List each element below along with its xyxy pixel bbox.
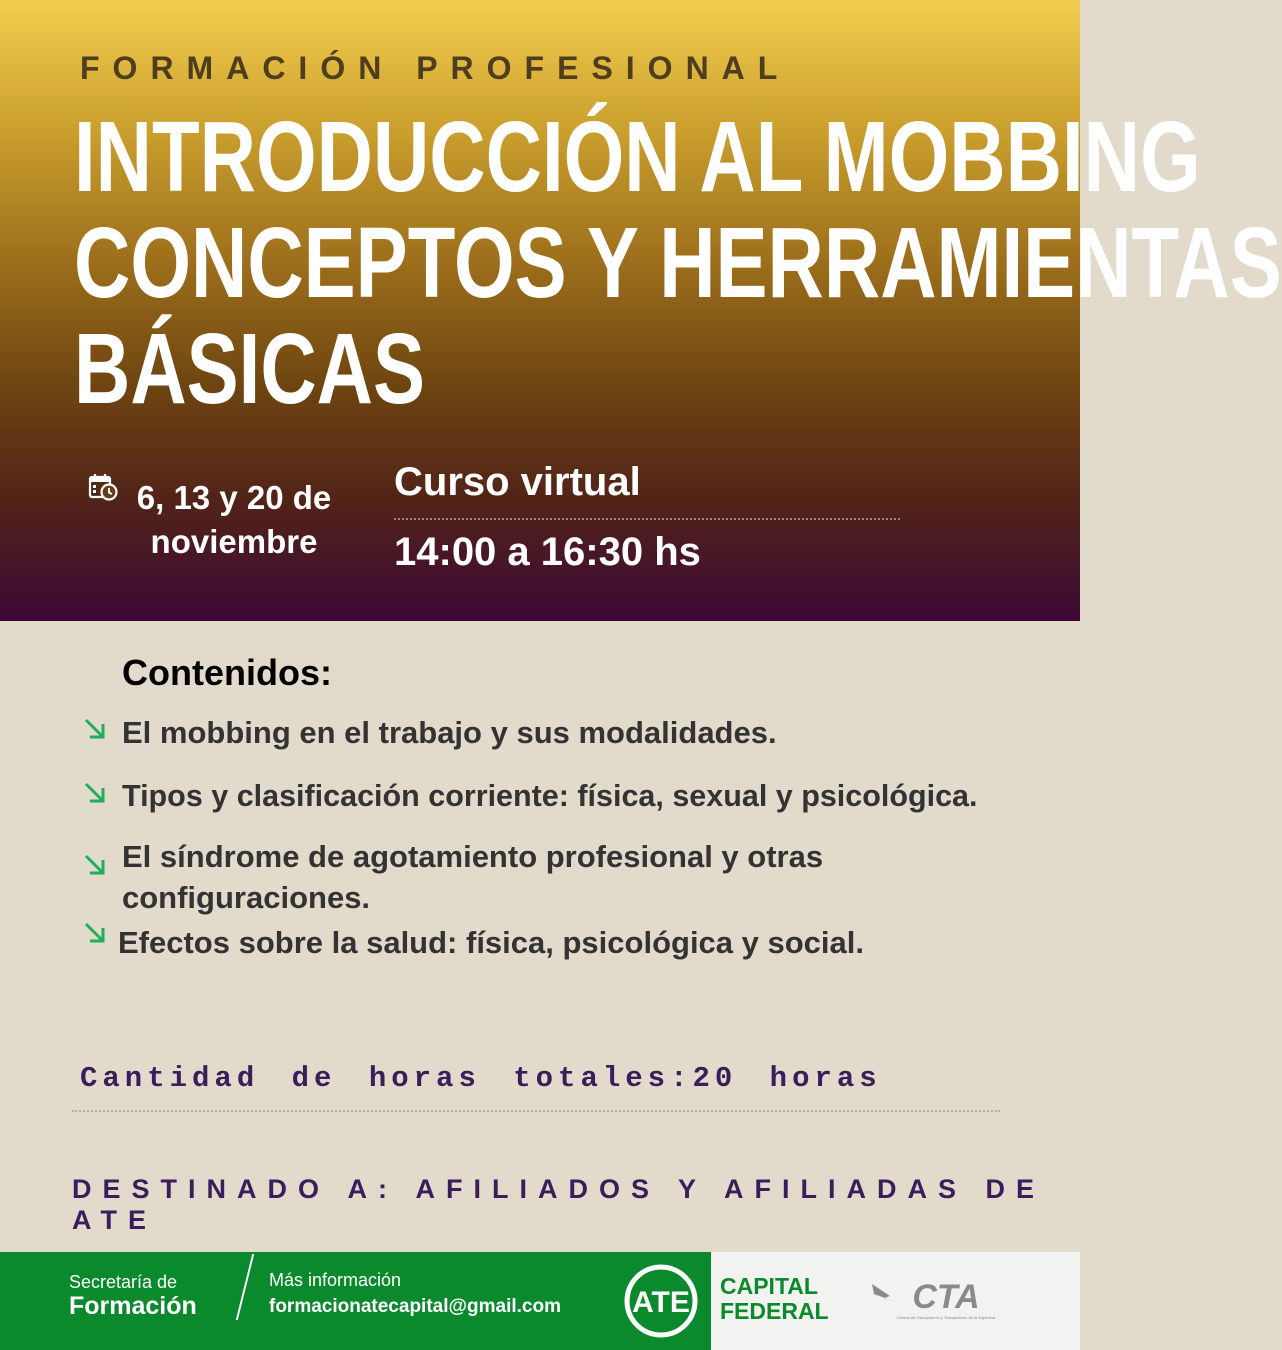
course-title [74, 101, 1282, 425]
list-item-text: Tipos y clasificación corriente: física, sexual y psicológica. [122, 779, 978, 813]
dates-line: noviembre [150, 523, 318, 560]
total-hours: Cantidad de horas totales:20 horas [80, 1062, 882, 1095]
info-label: Más información [269, 1270, 402, 1290]
secretaria-label: Secretaría de [69, 1272, 178, 1292]
course-dates [118, 476, 350, 564]
course-modality: Curso virtual [394, 460, 641, 504]
arrow-down-right-icon [80, 850, 110, 880]
secretaria-name: Formación [69, 1292, 197, 1320]
contents-heading: Contenidos: [122, 652, 332, 693]
cta-caption: Central de Trabajadores y Trabajadoras de la Argentina [896, 1315, 996, 1320]
arrow-down-right-icon [80, 778, 110, 808]
list-item-text: El síndrome de agotamiento profesional y otras configuraciones. [122, 839, 824, 915]
dates-line: 6, 13 y 20 de [136, 479, 332, 516]
ate-logo [624, 1264, 698, 1338]
ate-logo-text: ATE [632, 1286, 690, 1319]
list-item-text: El mobbing en el trabajo y sus modalidades. [122, 715, 777, 750]
header-banner [0, 0, 1282, 621]
arrow-down-right-icon [80, 714, 110, 744]
capital-line: CAPITAL [720, 1273, 818, 1299]
title-line: BÁSICAS [74, 313, 426, 425]
title-line: CONCEPTOS Y HERRAMIENTAS [74, 207, 1282, 319]
title-line: INTRODUCCIÓN AL MOBBING [74, 101, 1201, 213]
capital-federal-label [720, 1273, 829, 1324]
divider [394, 518, 900, 520]
cta-logo-text: CTA [912, 1278, 980, 1316]
divider [72, 1110, 1000, 1112]
audience-text: DESTINADO A: AFILIADOS Y AFILIADAS DE ATE [72, 1174, 1046, 1235]
capital-line: FEDERAL [720, 1298, 829, 1324]
kicker-text: FORMACIÓN PROFESIONAL [80, 50, 791, 86]
cta-logo [866, 1278, 1016, 1322]
course-hours: 14:00 a 16:30 hs [394, 530, 701, 574]
list-item-text: Efectos sobre la salud: física, psicológica y social. [118, 925, 864, 960]
contact-email-link[interactable]: formacionatecapital@gmail.com [269, 1296, 561, 1317]
arrow-down-right-icon [80, 918, 110, 948]
calendar-clock-icon [88, 472, 118, 502]
